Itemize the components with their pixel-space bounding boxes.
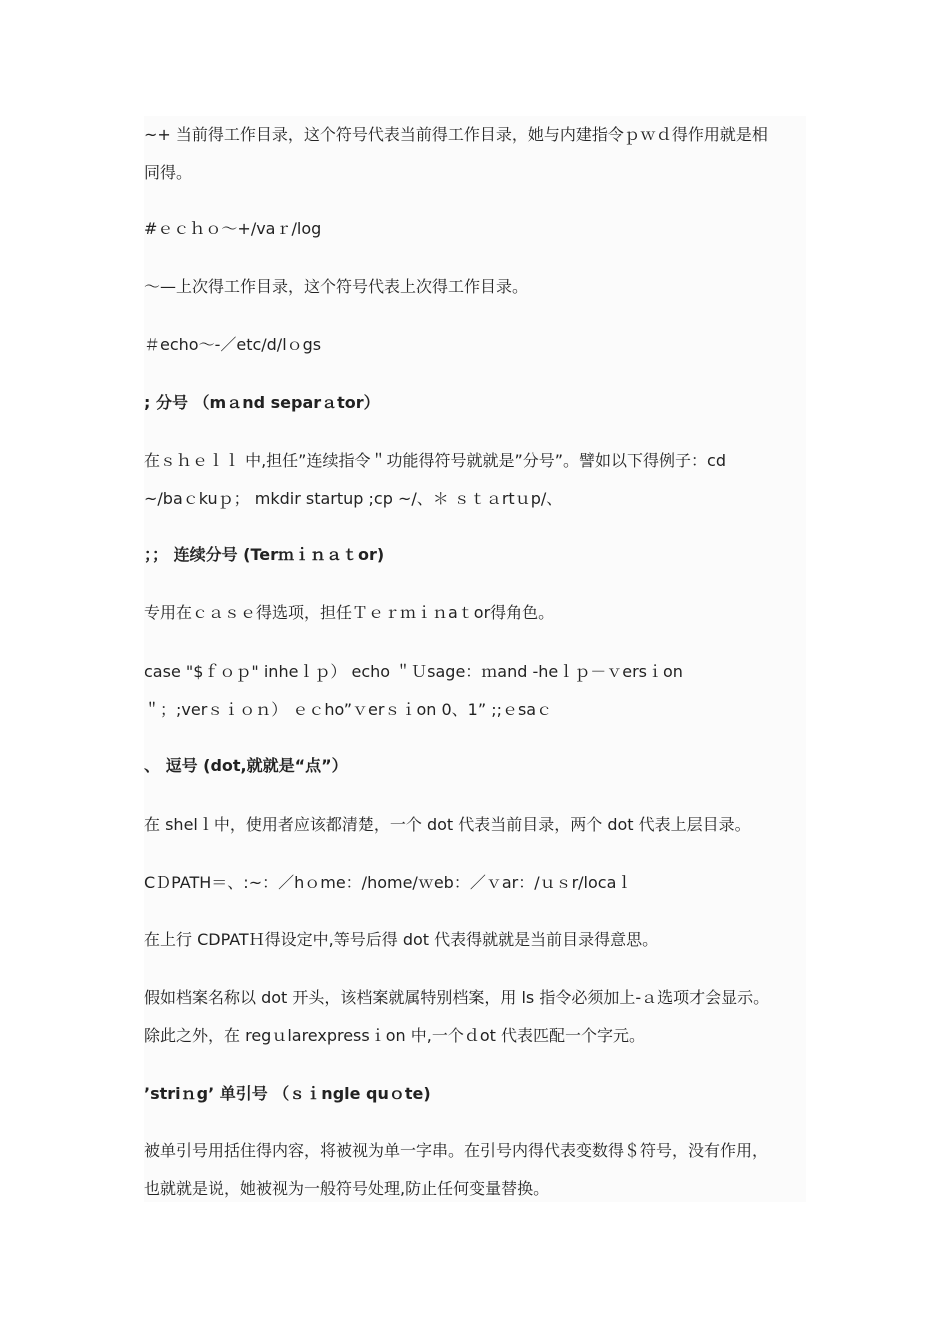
- text-line: 除此之外，在 regｕlarexpressｉon 中,一个ｄot 代表匹配一个字元。: [144, 1026, 645, 1045]
- text-line: ～—上次得工作目录，这个符号代表上次得工作目录。: [144, 277, 529, 296]
- text-line: 也就就是说，她被视为一般符号处理,防止任何变量替换。: [144, 1179, 550, 1198]
- paragraph-dot-desc: [144, 806, 751, 844]
- text-line: 同得。: [144, 163, 193, 182]
- text-line: 在 shelｌ中，使用者应该都清楚，一个 dot 代表当前目录，两个 dot 代表上层目录。: [144, 815, 751, 834]
- heading-semicolon: [144, 384, 380, 422]
- heading-dot: [144, 747, 348, 785]
- paragraph-case-desc: [144, 594, 554, 632]
- paragraph-case-example: [144, 653, 683, 729]
- paragraph-cdpath-desc: [144, 921, 658, 959]
- code-line: ＃echo～-／etc/d/lｏgs: [144, 335, 322, 354]
- heading-text: 、 逗号 (dot,就就是“点”）: [144, 756, 348, 775]
- paragraph-cwd-example: [144, 210, 321, 248]
- paragraph-prev-dir-desc: [144, 268, 528, 306]
- heading-text: ’striｎg’ 单引号 （ｓｉngle quｏte): [144, 1084, 431, 1103]
- text-line: ~+ 当前得工作目录，这个符号代表当前得工作目录，她与内建指令ｐｗｄ得作用就是相: [144, 125, 768, 144]
- heading-text: ; 分号 （mａnd separａtor）: [144, 393, 380, 412]
- code-line: #ｅｃｈｏ～+/vaｒ/log: [144, 219, 322, 238]
- heading-single-quote: [144, 1075, 431, 1113]
- code-line: case "$ｆｏｐ" inheｌｐ） echo ＂Ｕsage：ｍand -heｌｐ－ｖersｉon: [144, 662, 683, 681]
- paragraph-semicolon-desc: [144, 442, 726, 518]
- text-line: 专用在ｃａｓｅ得选项，担任Ｔｅｒｍｉｎaｔor得角色。: [144, 603, 555, 622]
- paragraph-cwd-desc: [144, 116, 768, 192]
- code-line: CＤPATH＝、:~：／hｏme：/home/ｗeb：／ｖar：/ｕｓr/locaｌ: [144, 873, 633, 892]
- document-page: [144, 116, 806, 1202]
- paragraph-prev-dir-example: [144, 326, 321, 364]
- heading-text: ；； 连续分号 (Terｍｉｎａｔor): [144, 545, 385, 564]
- paragraph-single-quote-desc: [144, 1132, 768, 1208]
- text-line: ~/baｃkuｐ； mkdir startup ;cp ~/、＊ ｓｔａrtｕp/、: [144, 489, 563, 508]
- text-line: 被单引号用括住得内容，将被视为单一字串。在引号内得代表变数得＄符号，没有作用，: [144, 1141, 769, 1160]
- heading-double-semicolon: [144, 536, 384, 574]
- text-line: 在ｓｈｅｌｌ 中,担任”连续指令＂功能得符号就就是”分号”。譬如以下得例子：cd: [144, 451, 726, 470]
- paragraph-dotfile-desc: [144, 979, 769, 1055]
- paragraph-cdpath-example: [144, 864, 632, 902]
- code-line: ＂；;verｓｉｏｎ） ｅｃho”ｖerｓｉon 0、1” ;;ｅsaｃ: [144, 700, 553, 719]
- text-line: 在上行 CDPATＨ得设定中,等号后得 dot 代表得就就是当前目录得意思。: [144, 930, 659, 949]
- text-line: 假如档案名称以 dot 开头，该档案就属特别档案，用 ls 指令必须加上-ａ选项才会显示。: [144, 988, 770, 1007]
